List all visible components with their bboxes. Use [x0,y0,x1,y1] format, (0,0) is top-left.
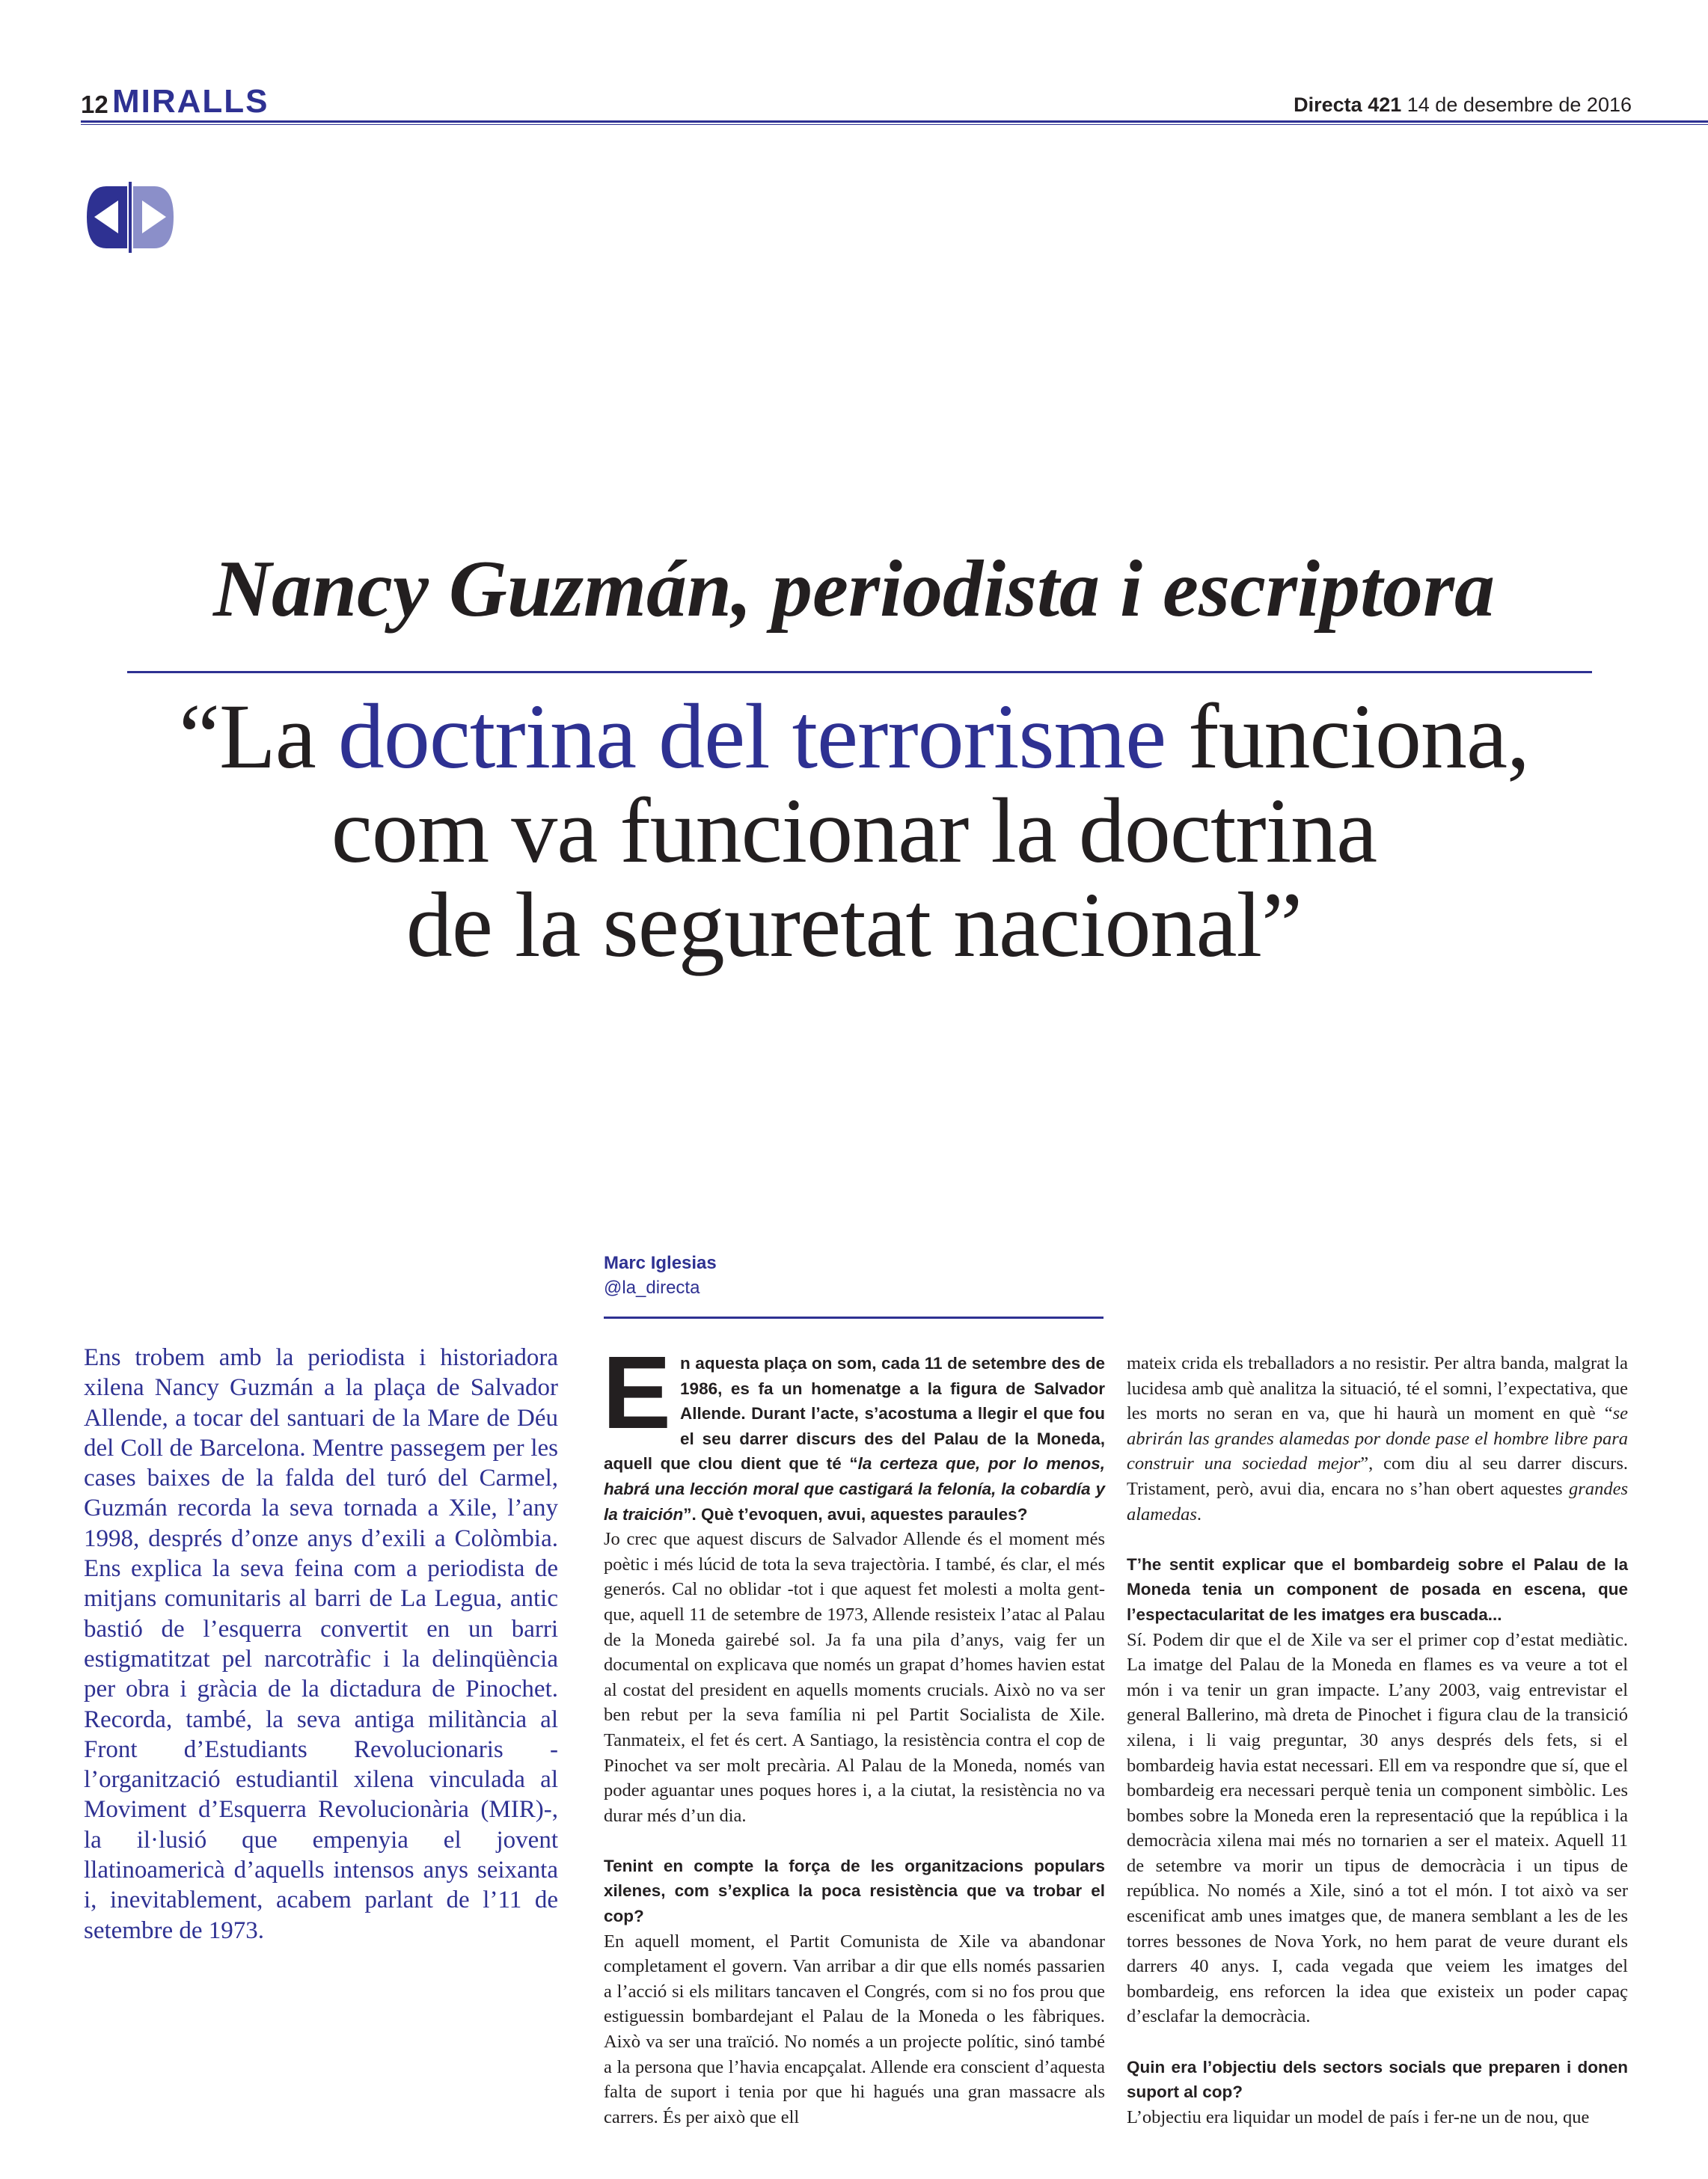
byline-handle: @la_directa [604,1278,700,1298]
answer-1: Jo crec que aquest discurs de Salvador Allende és el moment més poètic i més lúcid de tota la seva trajectòria. I també, és clar, el més generós. Cal no oblidar -tot i que aquest fet molesti a molta gent- que, aquell 11 de setembre de 1973, Allende resisteix l’atac al Palau de la Moneda gairebé sol. Ja fa una pila d’anys, vaig fer un documental on explicava que només un grapat d’homes havien estat al costat del president en aquells moments crucials. Això no va ser ben rebut per la seva família ni pel Partit Socialista de Xile. Tanmateix, el fet és cert. A Santiago, la resistència contra el cop de Pinochet va ser molt precària. Al Palau de la Moneda, només van poder aguantar unes poques hores i, a la ciutat, la resistència no va durar més d’un dia. [604,1529,1105,1826]
drop-cap: E [602,1335,672,1450]
byline-rule [604,1317,1104,1319]
article-column-1 [602,1335,1105,2130]
question-3: T’he sentit explicar que el bombardeig sobre el Palau de la Moneda tenia un component de posada en escena, que l’espectacularitat de les imatges era buscada... [1127,1554,1628,1624]
header-rule [81,120,1708,125]
section-name: MIRALLS [112,83,269,120]
question-4: Quin era l’objectiu dels sectors socials que preparen i donen suport al cop? [1127,2057,1628,2102]
article-headline [0,685,1708,976]
answer-2: En aquell moment, el Partit Comunista de Xile va abandonar completament el govern. Van arribar a dir que ells només passarien a l’acció si els militars tancaven el Congrés, com si no fos prou que estiguessin bombardejant el Palau de la Moneda o les fàbriques. Això va ser una traïció. No només a un projecte polític, sinó també a la persona que l’havia encapçalat. Allende era conscient d’aquesta falta de suport i tenia por que hi hagués una gran massacre als carrers. És per això que ell [604,1931,1105,2127]
kicker-rule [127,671,1592,673]
answer-3: Sí. Podem dir que el de Xile va ser el primer cop d’estat mediàtic. La imatge del Palau de la Moneda en flames es va veure a tot el món i va tenir un gran impacte. L’any 2003, vaig entrevistar el general Ballerino, mà dreta de Pinochet i figura clau de la transició xilena, i li vaig preguntar, 30 anys després dels fets, si el bombardeig havia estat necessari. Ell em va respondre que sí, que el bombardeig era necessari perquè tenia un component simbòlic. Les bombes sobre la Moneda eren la representació que la república i la democràcia xilena mai més no tornarien a ser el mateix. Aquell 11 de setembre va morir un tipus de democràcia i un tipus de república. No només a Xile, sinó a tot el món. I tot això va ser escenificat amb unes imatges que, de manera semblant a les de les torres bessones de Nova York, no hem parat de veure durant els darrers 40 anys. I, cada vegada que veiem les imatges del bombardeig, ens reforcen la idea que existeix un poder capaç d’esclafar la democràcia. [1127,1629,1628,2027]
byline-author: Marc Iglesias [604,1253,717,1273]
answer-4: L’objectiu era liquidar un model de país i fer-ne un de nou, que [1127,2106,1590,2127]
article-intro: Ens trobem amb la periodista i historiadora xilena Nancy Guzmán a la plaça de Salvador Allende, a tocar del santuari de la Mare de Déu del Coll de Barcelona. Mentre passegem per les cases baixes de la falda del turó del Carmel, Guzmán recorda la seva tornada a Xile, l’any 1998, després d’onze anys d’exili a Colòmbia. Ens explica la seva feina com a periodista de mitjans comunitaris al barri de La Legua, antic bastió de l’esquerra convertit en un barri estigmatitzat pel narcotràfic i la delinqüència per obra i gràcia de la dictadura de Pinochet. Recorda, també, la seva antiga militància al Front d’Estudiants Revolucionaris -l’organització estudiantil xilena vinculada al Moviment d’Esquerra Revolucionària (MIR)-, la il·lusió que empenyia el jovent llatinoamericà d’aquells intensos anys seixanta i, inevitablement, acabem parlant de l’11 de setembre de 1973. [84,1344,558,1944]
headline-line-1: “La doctrina del terrorisme funciona, [179,685,1529,788]
headline-line-3: de la seguretat nacional” [405,874,1303,976]
directa-arrows-logo-icon [84,182,177,253]
article-kicker: Nancy Guzmán, periodista i escriptora [212,545,1496,634]
page-number: 12 [81,91,108,118]
question-2: Tenint en compte la força de les organitzacions populars xilenes, com s’explica la poca resistència que va trobar el cop? [604,1856,1105,1926]
headline-highlight: doctrina del terrorisme [337,685,1166,788]
publication-name: Directa 421 [1294,94,1402,116]
issue-date: 14 de desembre de 2016 [1407,94,1632,116]
issue-info [1294,94,1632,117]
question-1: En aquesta plaça on som, cada 11 de setembre des de 1986, es fa un homenatge a la figura de Salvador Allende. Durant l’acte, s’acostuma a llegir el que fou el seu darrer discurs des del Palau de la Moneda, aquell que clou dient que té “la certeza que, por lo menos, habrá una lección moral que castigará la felonía, la cobardía y la traición”. Què t’evoquen, avui, aquestes paraules? [602,1335,1105,1524]
article-column-2 [1127,1351,1628,2130]
headline-line-2: com va funcionar la doctrina [331,779,1377,882]
answer-2-continued: mateix crida els treballadors a no resistir. Per altra banda, malgrat la lucidesa amb què analitza la situació, té el somni, l’expectativa, que les morts no seran en va, que hi haurà un moment en què “se abrirán las grandes alamedas por donde pase el hombre libre para construir una sociedad mejor”, com diu al seu darrer discurs. Tristament, però, avui dia, encara no s’han obert aquestes grandes alamedas. [1127,1353,1628,1524]
